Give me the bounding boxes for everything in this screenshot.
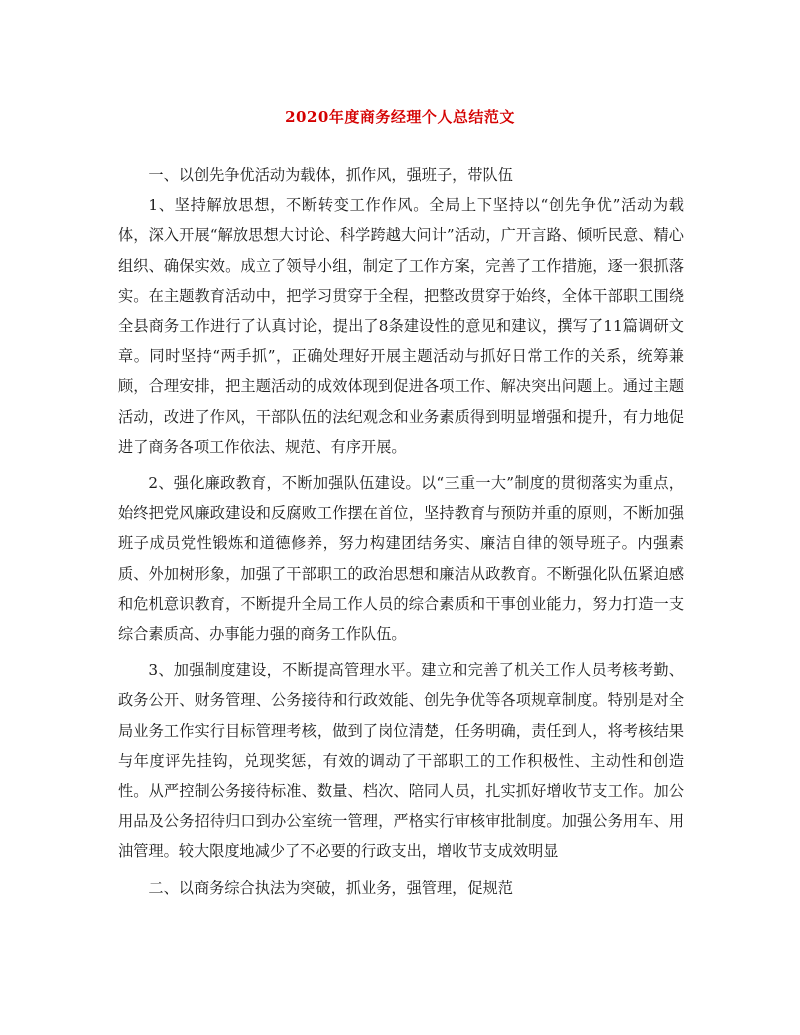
section-1-heading: 一、以创先争优活动为载体，抓作风，强班子，带队伍 [148, 166, 513, 184]
paragraph-2: 2、强化廉政教育，不断加强队伍建设。以“三重一大”制度的贯彻落实为重点，始终把党风廉政建设和反腐败工作摆在首位，坚持教育与预防并重的原则，不断加强班子成员党性锻炼和道德修养，努力构建团结务实、廉洁自律的领导班子。内强素质、外加树形象，加强了干部职工的政治思想和廉洁从政教育。不断强化队伍紧迫感和危机意识教育，不断提升全局工作人员的综合素质和干事创业能力，努力打造一支综合素质高、办事能力强的商务工作队伍。 [118, 474, 684, 644]
document-body [118, 160, 684, 903]
document-title: 2020年度商务经理个人总结范文 [285, 108, 515, 126]
paragraph-1: 1、坚持解放思想，不断转变工作作风。全局上下坚持以“创先争优”活动为载体，深入开展“解放思想大讨论、科学跨越大问计”活动，广开言路、倾听民意、精心组织、确保实效。成立了领导小组，制定了工作方案，完善了工作措施，逐一狠抓落实。在主题教育活动中，把学习贯穿于全程，把整改贯穿于始终，全体干部职工围绕全县商务工作进行了认真讨论，提出了8条建设性的意见和建议，撰写了11篇调研文章。同时坚持“两手抓”，正确处理好开展主题活动与抓好日常工作的关系，统筹兼顾，合理安排，把主题活动的成效体现到促进各项工作、解决突出问题上。通过主题活动，改进了作风，干部队伍的法纪观念和业务素质得到明显增强和提升，有力地促进了商务各项工作依法、规范、有序开展。 [118, 196, 684, 456]
paragraph-3: 3、加强制度建设，不断提高管理水平。建立和完善了机关工作人员考核考勤、政务公开、财务管理、公务接待和行政效能、创先争优等各项规章制度。特别是对全局业务工作实行目标管理考核，做到了岗位清楚，任务明确，责任到人，将考核结果与年度评先挂钩，兑现奖惩，有效的调动了干部职工的工作积极性、主动性和创造性。从严控制公务接待标准、数量、档次、陪同人员，扎实抓好增收节支工作。加公用品及公务招待归口到办公室统一管理，严格实行审核审批制度。加强公务用车、用油管理。较大限度地减少了不必要的行政支出，增收节支成效明显 [118, 661, 684, 861]
section-2-heading: 二、以商务综合执法为突破，抓业务，强管理，促规范 [148, 878, 513, 897]
